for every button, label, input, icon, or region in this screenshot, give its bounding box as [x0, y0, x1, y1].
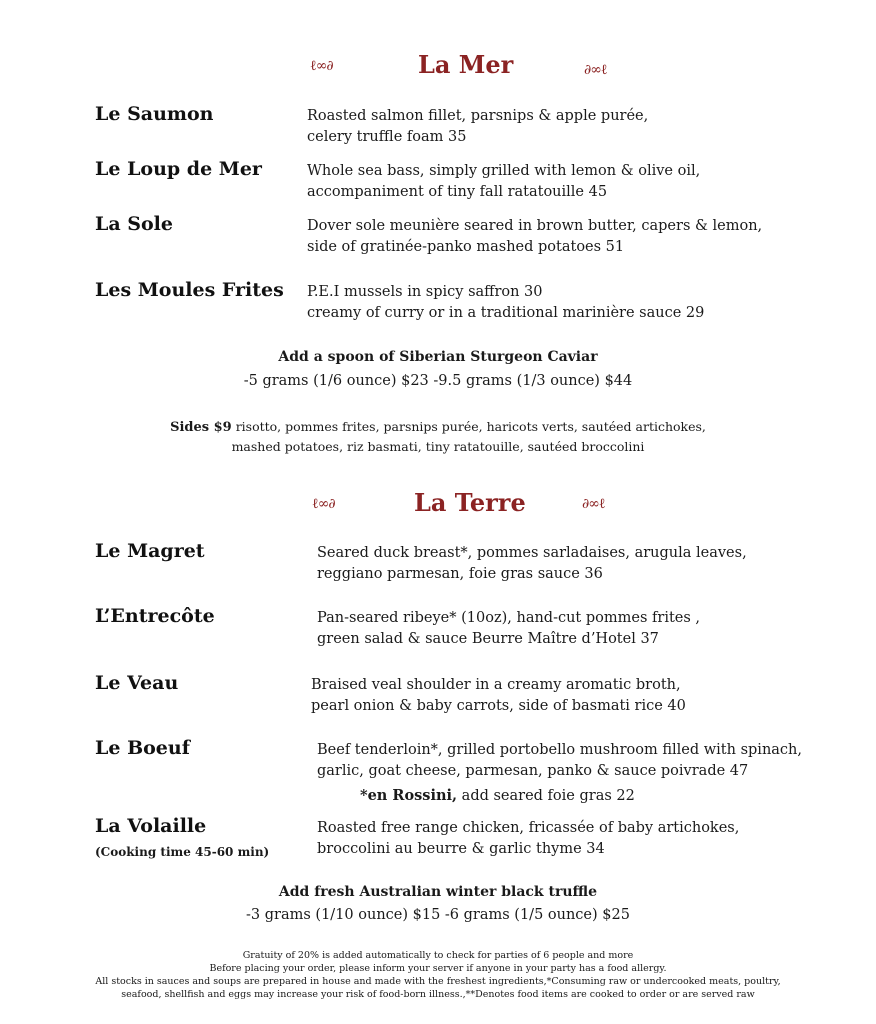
dish-description: [307, 161, 700, 203]
rossini-text: add seared foie gras 22: [457, 788, 635, 804]
rossini-label: *en Rossini,: [360, 787, 458, 804]
dish-name: Le Magret: [95, 540, 205, 562]
dish-desc-line: P.E.I mussels in spicy saffron 30: [307, 284, 543, 300]
ornament-right-icon: ∂∞ℓ: [584, 62, 607, 78]
dish-desc-line: garlic, goat cheese, parmesan, panko & sauce poivrade 47: [317, 763, 749, 779]
dish-description: [311, 675, 686, 717]
ornament-left-icon: ℓ∞∂: [312, 496, 335, 512]
rossini-option: [360, 787, 635, 804]
dish-desc-line: side of gratinée-panko mashed potatoes 51: [307, 239, 625, 255]
footer-line: seafood, shellfish and eggs may increase your risk of food-born illness.,**Denotes food items are cooked to order or are served raw: [121, 989, 755, 1000]
dish-description: [317, 740, 802, 782]
dish-desc-line: green salad & sauce Beurre Maître d’Hotel 37: [317, 631, 659, 647]
dish-description: [307, 282, 704, 324]
dish-desc-line: Braised veal shoulder in a creamy aromatic broth,: [311, 677, 681, 693]
section-title-la-terre: La Terre: [414, 488, 526, 517]
dish-name: L’Entrecôte: [95, 605, 215, 627]
footer-line: All stocks in sauces and soups are prepared in house and made with the freshest ingredients,*Consuming raw or undercooked meats, poultry,: [95, 976, 781, 987]
dish-desc-line: broccolini au beurre & garlic thyme 34: [317, 841, 605, 857]
section-title-la-mer: La Mer: [418, 50, 514, 79]
dish-description: [317, 608, 700, 650]
dish-desc-line: Whole sea bass, simply grilled with lemon & olive oil,: [307, 163, 701, 179]
sides-line-2: mashed potatoes, riz basmati, tiny ratatouille, sautéed broccolini: [231, 439, 645, 454]
dish-name: Le Veau: [95, 672, 179, 694]
footer-notes: [0, 949, 876, 1001]
dish-description: [307, 106, 648, 148]
dish-desc-line: Roasted salmon fillet, parsnips & apple purée,: [307, 108, 649, 124]
ornament-left-icon: ℓ∞∂: [310, 58, 333, 74]
truffle-addon-title: Add fresh Australian winter black truffle: [278, 884, 598, 900]
footer-line: Gratuity of 20% is added automatically to check for parties of 6 people and more: [242, 950, 634, 961]
dish-name: Le Boeuf: [95, 737, 190, 759]
dish-name: Les Moules Frites: [95, 279, 284, 301]
sides-label: Sides $9: [170, 420, 232, 435]
dish-desc-line: Seared duck breast*, pommes sarladaises, arugula leaves,: [317, 545, 747, 561]
truffle-addon-prices: -3 grams (1/10 ounce) $15 -6 grams (1/5 ounce) $25: [246, 907, 630, 923]
dish-desc-line: Beef tenderloin*, grilled portobello mushroom filled with spinach,: [317, 742, 802, 758]
dish-desc-line: creamy of curry or in a traditional marinière sauce 29: [307, 305, 705, 321]
dish-desc-line: Pan-seared ribeye* (10oz), hand-cut pommes frites ,: [317, 610, 701, 626]
dish-description: [307, 216, 762, 258]
dish-desc-line: Roasted free range chicken, fricassée of baby artichokes,: [317, 820, 740, 836]
dish-description: [317, 818, 739, 860]
ornament-right-icon: ∂∞ℓ: [582, 496, 605, 512]
dish-desc-line: accompaniment of tiny fall ratatouille 45: [307, 184, 608, 200]
sides-line-1: [0, 417, 876, 437]
dish-desc-line: pearl onion & baby carrots, side of basmati rice 40: [311, 698, 686, 714]
cooking-time-note: (Cooking time 45-60 min): [95, 845, 270, 859]
dish-description: [317, 543, 747, 585]
dish-name: La Volaille: [95, 815, 207, 837]
sides-text: risotto, pommes frites, parsnips purée, haricots verts, sautéed artichokes,: [235, 419, 706, 434]
caviar-addon-title: Add a spoon of Siberian Sturgeon Caviar: [278, 349, 598, 365]
dish-desc-line: Dover sole meunière seared in brown butter, capers & lemon,: [307, 218, 763, 234]
footer-line: Before placing your order, please inform your server if anyone in your party has a food allergy.: [209, 963, 667, 974]
dish-name: La Sole: [95, 213, 173, 235]
caviar-addon-prices: -5 grams (1/6 ounce) $23 -9.5 grams (1/3 ounce) $44: [243, 373, 633, 389]
sides-block: [0, 417, 876, 456]
dish-desc-line: celery truffle foam 35: [307, 129, 467, 145]
dish-name: Le Loup de Mer: [95, 158, 262, 180]
dish-name: Le Saumon: [95, 103, 214, 125]
dish-desc-line: reggiano parmesan, foie gras sauce 36: [317, 566, 603, 582]
